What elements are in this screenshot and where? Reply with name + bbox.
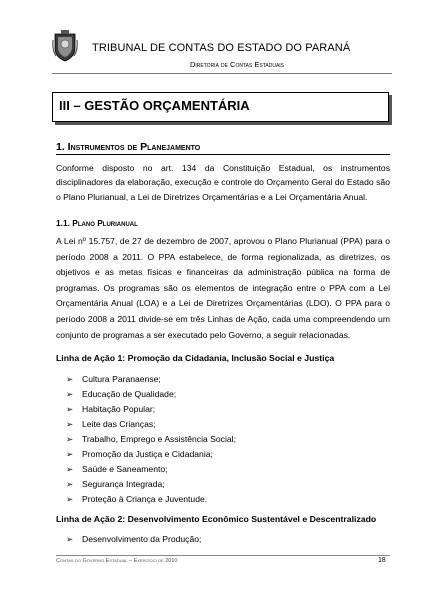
action-line-2-title: Linha de Ação 2: Desenvolvimento Econômico Sustentável e Descentralizado [56,514,377,524]
coat-of-arms-icon [52,30,78,62]
list-item: ➢ Trabalho, Emprego e Assistência Social; [66,432,236,447]
section-title: III – GESTÃO ORÇAMENTÁRIA [59,98,250,113]
footer-divider [56,555,390,556]
action-line-1-title: Linha de Ação 1: Promoção da Cidadania, Inclusão Social e Justiça [56,353,335,363]
list-item: ➢ Habitação Popular; [66,402,236,417]
list-item: ➢ Saúde e Saneamento; [66,462,236,477]
arrow-bullet-icon: ➢ [66,534,74,544]
institution-title: TRIBUNAL DE CONTAS DO ESTADO DO PARANÁ [92,42,351,54]
arrow-bullet-icon: ➢ [66,494,74,504]
arrow-bullet-icon: ➢ [66,374,74,384]
arrow-bullet-icon: ➢ [66,404,74,414]
paragraph-intro: Conforme disposto no art. 134 da Constituição Estadual, os instrumentos disciplinadores da elaboração, execução e controle do Orçamento Geral do Estado são o Plano Plurianual, a Lei de Diretrizes Orçamentárias e a Lei Orçamentária Anual. [56,163,390,202]
list-item: ➢ Promoção da Justiça e Cidadania; [66,447,236,462]
list-item: ➢ Desenvolvimento da Produção; [66,532,201,547]
arrow-bullet-icon: ➢ [66,434,74,444]
list-item: ➢ Cultura Paranaense; [66,372,236,387]
header-divider [52,73,392,74]
list-item: ➢ Educação de Qualidade; [66,387,236,402]
subsection-title: 1. Instrumentos de Planejamento [56,141,201,153]
arrow-bullet-icon: ➢ [66,479,74,489]
section-heading-box [52,92,389,122]
department-subtitle: Diretoria de Contas Estaduais [189,60,285,69]
list-item: ➢ Segurança Integrada; [66,477,236,492]
arrow-bullet-icon: ➢ [66,464,74,474]
action-line-1-list [66,372,236,507]
footer-text: Contas do Governo Estadual – Exercício de 2010 [56,558,178,564]
subsection-underline [56,154,390,155]
paragraph-ppa: A Lei nº 15.757, de 27 de dezembro de 2007, aprovou o Plano Plurianual (PPA) para o período 2008 a 2011. O PPA estabelece, de forma regionalizada, as diretrizes, os objetivos e as metas físicas e financeiras da administração pública na forma de programas. Os programas são os elementos de integração entre o PPA com a Lei Orçamentária Anual (LOA) e a Lei de Diretrizes Orçamentárias (LDO). O PPA para o período 2008 a 2011 divide-se em três Linhas de Ação, cada uma compreendendo um conjunto de programas a ser executado pelo Governo, a seguir relacionadas. [56,236,390,340]
arrow-bullet-icon: ➢ [66,419,74,429]
arrow-bullet-icon: ➢ [66,449,74,459]
list-item: ➢ Leite das Crianças; [66,417,236,432]
list-item: ➢ Proteção à Criança e Juventude. [66,492,236,507]
page-number: 18 [378,557,386,564]
arrow-bullet-icon: ➢ [66,389,74,399]
action-line-2-list [66,532,201,547]
subsubsection-title: 1.1. Plano Plurianual [56,218,138,228]
